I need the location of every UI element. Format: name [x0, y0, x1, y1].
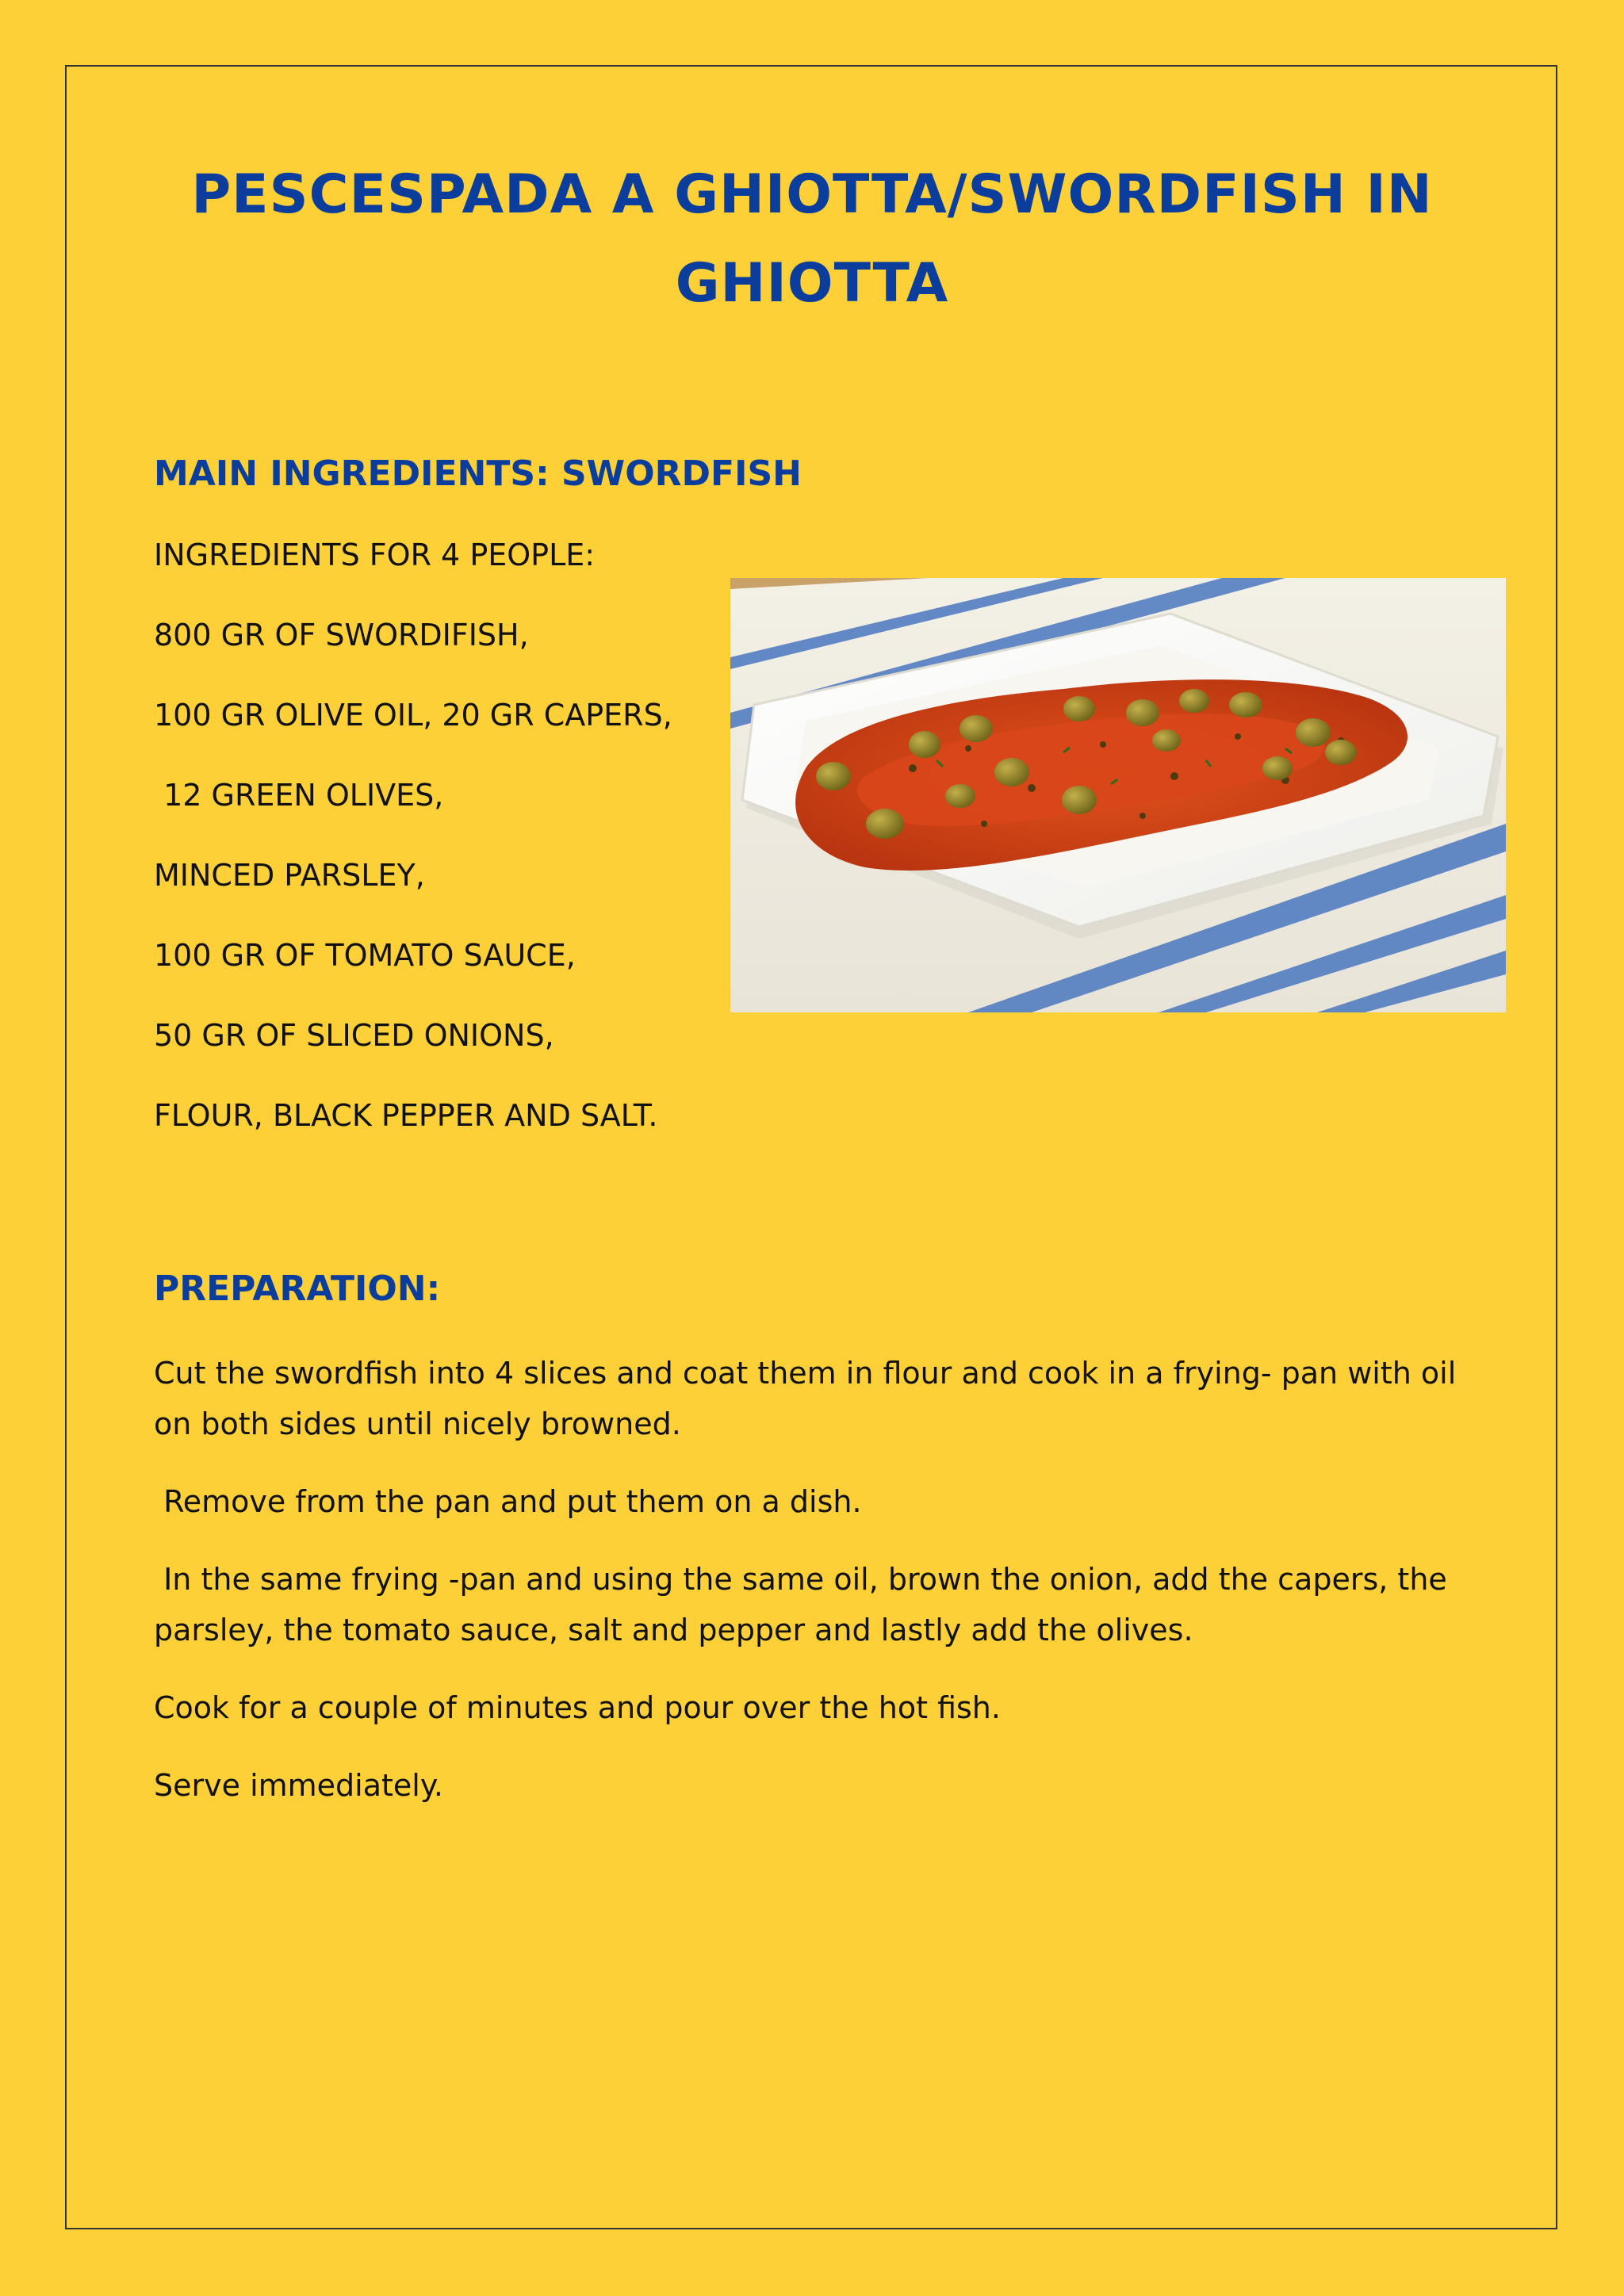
preparation-step: Cut the swordfish into 4 slices and coat them in flour and cook in a frying- pan with oil on both sides until nicely browned. — [154, 1356, 1466, 1441]
preparation-step: Serve immediately. — [154, 1768, 443, 1803]
preparation-step: In the same frying -pan and using the same oil, brown the onion, add the capers, the parsley, the tomato sauce, salt and pepper and lastly add the olives. — [154, 1562, 1457, 1647]
swordfish-dish-photo — [730, 578, 1506, 1012]
preparation-heading: PREPARATION: — [154, 1269, 441, 1309]
ingredient-line: 12 GREEN OLIVES, — [154, 778, 444, 813]
ingredient-line: 100 GR OF TOMATO SAUCE, — [154, 938, 576, 973]
ingredient-line: FLOUR, BLACK PEPPER AND SALT. — [154, 1098, 658, 1133]
preparation-step: Remove from the pan and put them on a dish. — [154, 1484, 862, 1519]
recipe-title: PESCESPADA A GHIOTTA/SWORDFISH IN GHIOTTA — [191, 163, 1433, 315]
ingredient-line: 50 GR OF SLICED ONIONS, — [154, 1018, 554, 1053]
ingredient-line: 100 GR OLIVE OIL, 20 GR CAPERS, — [154, 698, 672, 733]
main-ingredients-heading: MAIN INGREDIENTS: SWORDFISH — [154, 453, 802, 494]
preparation-steps — [154, 1348, 1494, 1838]
preparation-step: Cook for a couple of minutes and pour over the hot fish. — [154, 1690, 1001, 1725]
ingredient-line: INGREDIENTS FOR 4 PEOPLE: — [154, 538, 596, 572]
ingredient-line: 800 GR OF SWORDIFISH, — [154, 618, 529, 652]
ingredient-list — [154, 533, 725, 1173]
ingredient-line: MINCED PARSLEY, — [154, 858, 425, 893]
